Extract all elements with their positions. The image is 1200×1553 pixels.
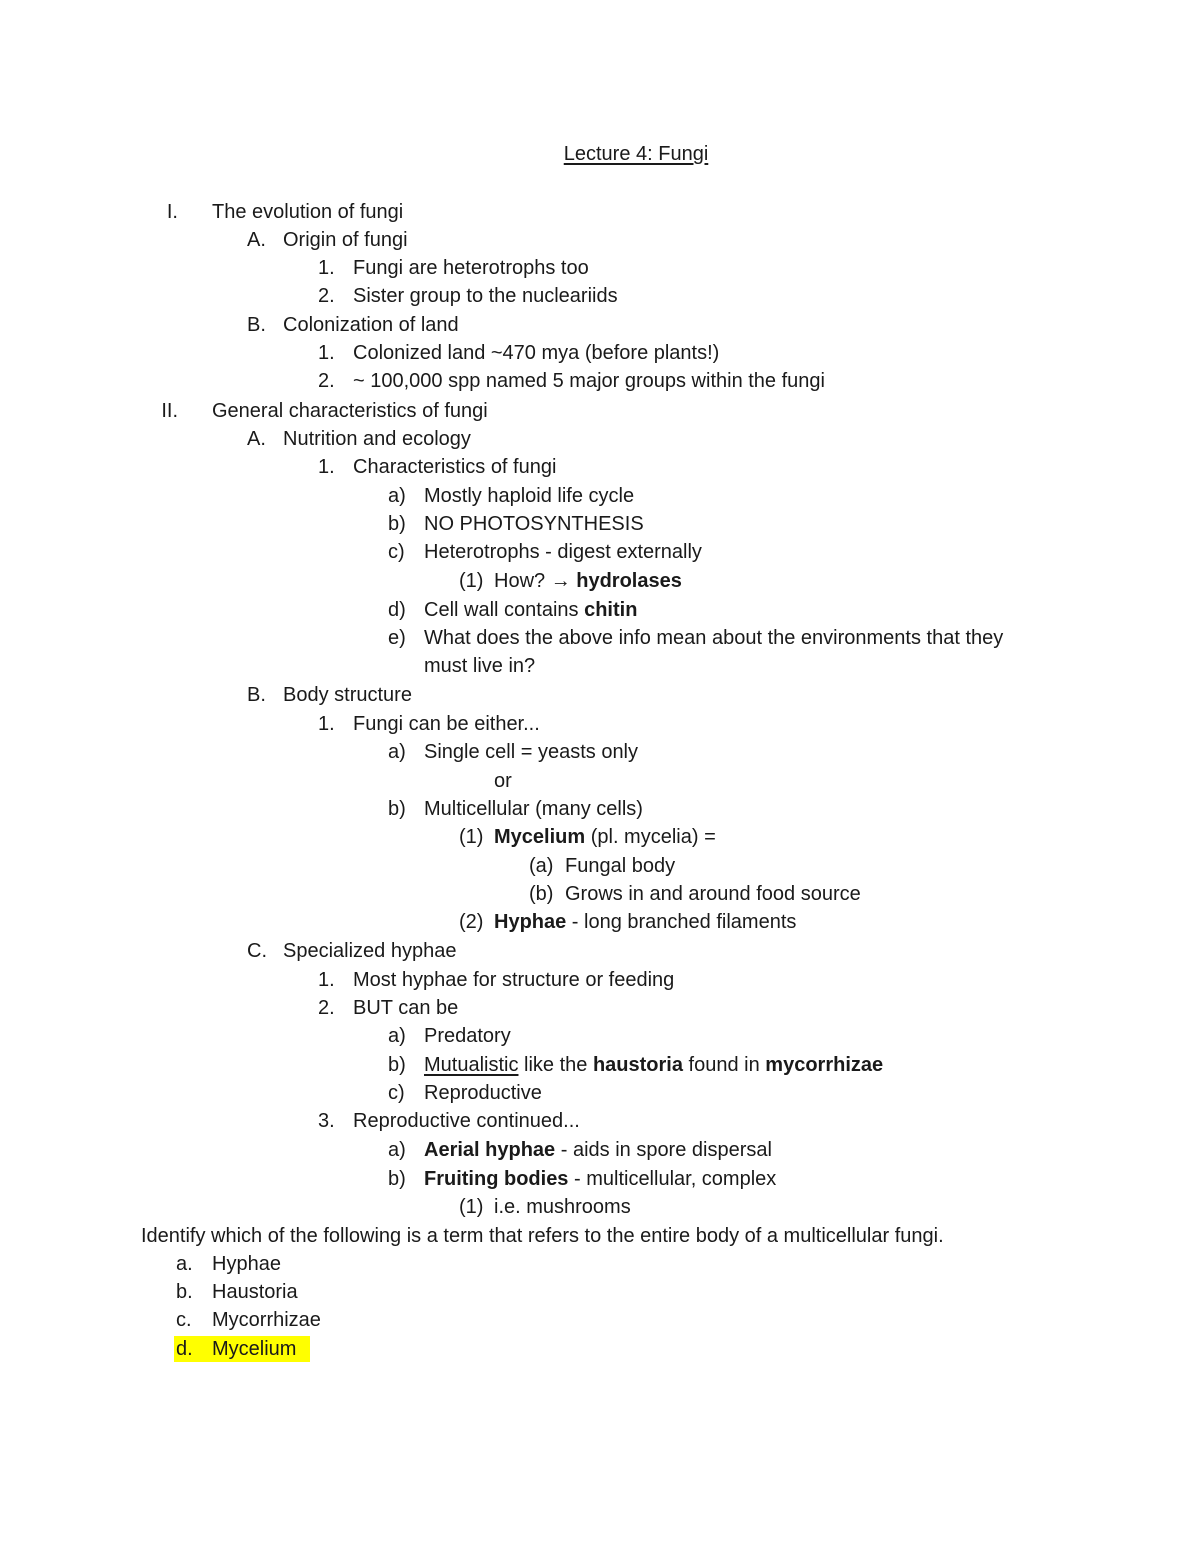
key-term: hydrolases — [576, 570, 682, 592]
item-text: - long branched filaments — [566, 911, 797, 933]
item-text: - aids in spore dispersal — [555, 1139, 772, 1161]
outline-item — [424, 598, 637, 622]
outline-marker: (b) — [529, 883, 554, 905]
outline-marker: d) — [388, 599, 406, 621]
option-marker: d. — [176, 1338, 193, 1360]
item-text: How? → — [494, 570, 577, 592]
outline-marker: A. — [247, 428, 266, 450]
outline-marker: a) — [388, 741, 406, 763]
outline-item: Grows in and around food source — [565, 883, 861, 905]
key-term: Aerial hyphae — [424, 1139, 556, 1161]
answer-option: Haustoria — [212, 1281, 298, 1303]
outline-marker: II. — [161, 400, 178, 422]
outline-item: Fungi are heterotrophs too — [353, 257, 589, 279]
outline-marker: 1. — [318, 969, 335, 991]
outline-item: Heterotrophs - digest externally — [424, 541, 702, 563]
key-term: Mycelium — [494, 826, 586, 848]
outline-item: Characteristics of fungi — [353, 456, 557, 478]
underlined-term: Mutualistic — [424, 1054, 519, 1076]
section-heading: The evolution of fungi — [212, 201, 404, 223]
outline-marker: 2. — [318, 997, 335, 1019]
outline-marker: b) — [388, 1168, 406, 1190]
page-title: Lecture 4: Fungi — [563, 143, 709, 165]
outline-item: Sister group to the nucleariids — [353, 285, 618, 307]
outline-marker: B. — [247, 684, 266, 706]
outline-item: Most hyphae for structure or feeding — [353, 969, 675, 991]
outline-item: i.e. mushrooms — [494, 1196, 631, 1218]
outline-item: Reproductive — [424, 1082, 542, 1104]
outline-marker: I. — [166, 201, 178, 223]
outline-marker: c) — [388, 1082, 405, 1104]
subsection-heading: Origin of fungi — [283, 229, 408, 251]
outline-item: ~ 100,000 spp named 5 major groups within the fungi — [353, 370, 825, 392]
outline-marker: b) — [388, 798, 406, 820]
outline-item: NO PHOTOSYNTHESIS — [424, 513, 644, 535]
answer-option: Mycorrhizae — [212, 1309, 321, 1331]
outline-marker: 1. — [318, 456, 335, 478]
subsection-heading: Colonization of land — [283, 314, 459, 336]
or-connector: or — [494, 770, 512, 792]
outline-item: Fungal body — [565, 855, 676, 877]
outline-marker: (1) — [459, 570, 484, 592]
item-text: - multicellular, complex — [568, 1168, 777, 1190]
outline-item — [424, 1167, 776, 1191]
outline-item-continuation: must live in? — [424, 655, 536, 677]
option-marker: c. — [176, 1309, 192, 1331]
outline-marker: B. — [247, 314, 266, 336]
outline-marker: c) — [388, 541, 405, 563]
outline-marker: 2. — [318, 285, 335, 307]
key-term: haustoria — [592, 1054, 683, 1076]
outline-item: What does the above info mean about the environments that they — [424, 627, 1004, 649]
key-term: mycorrhizae — [765, 1054, 884, 1076]
outline-item: Predatory — [424, 1025, 511, 1047]
key-term: Fruiting bodies — [424, 1168, 569, 1190]
outline-marker: 1. — [318, 342, 335, 364]
outline-marker: (a) — [529, 855, 554, 877]
outline-marker: e) — [388, 627, 406, 649]
item-text: found in — [683, 1054, 766, 1076]
outline-marker: a) — [388, 1139, 406, 1161]
outline-item: BUT can be — [353, 997, 459, 1019]
outline-marker: a) — [388, 485, 406, 507]
outline-marker: b) — [388, 1054, 406, 1076]
outline-marker: (1) — [459, 826, 484, 848]
outline-item: Multicellular (many cells) — [424, 798, 643, 820]
option-marker: b. — [176, 1281, 193, 1303]
question-prompt: Identify which of the following is a term that refers to the entire body of a multicellular fungi. — [141, 1225, 944, 1247]
subsection-heading: Specialized hyphae — [283, 940, 457, 962]
outline-item: Fungi can be either... — [353, 713, 540, 735]
item-text: like the — [518, 1054, 593, 1076]
outline-item — [494, 825, 716, 849]
outline-marker: C. — [247, 940, 267, 962]
outline-marker: (2) — [459, 911, 484, 933]
section-heading: General characteristics of fungi — [212, 400, 488, 422]
outline-item: Reproductive continued... — [353, 1110, 580, 1132]
outline-marker: 2. — [318, 370, 335, 392]
outline-item — [494, 910, 796, 934]
outline-item — [424, 1138, 772, 1162]
outline-item: Mostly haploid life cycle — [424, 485, 635, 507]
outline-marker: a) — [388, 1025, 406, 1047]
item-text: Cell wall contains — [424, 599, 585, 621]
outline-item — [424, 1053, 883, 1077]
option-marker: a. — [176, 1253, 193, 1275]
correct-answer-option: Mycelium — [212, 1338, 297, 1360]
item-text: (pl. mycelia) = — [585, 826, 716, 848]
outline-marker: 3. — [318, 1110, 335, 1132]
outline-marker: b) — [388, 513, 406, 535]
key-term: Hyphae — [494, 911, 567, 933]
outline-marker: A. — [247, 229, 266, 251]
outline-marker: 1. — [318, 713, 335, 735]
subsection-heading: Body structure — [283, 684, 412, 706]
subsection-heading: Nutrition and ecology — [283, 428, 471, 450]
outline-item: Single cell = yeasts only — [424, 741, 639, 763]
key-term: chitin — [584, 599, 638, 621]
outline-marker: 1. — [318, 257, 335, 279]
outline-marker: (1) — [459, 1196, 484, 1218]
outline-item: Colonized land ~470 mya (before plants!) — [353, 342, 720, 364]
answer-option: Hyphae — [212, 1253, 281, 1275]
outline-item — [494, 569, 682, 593]
